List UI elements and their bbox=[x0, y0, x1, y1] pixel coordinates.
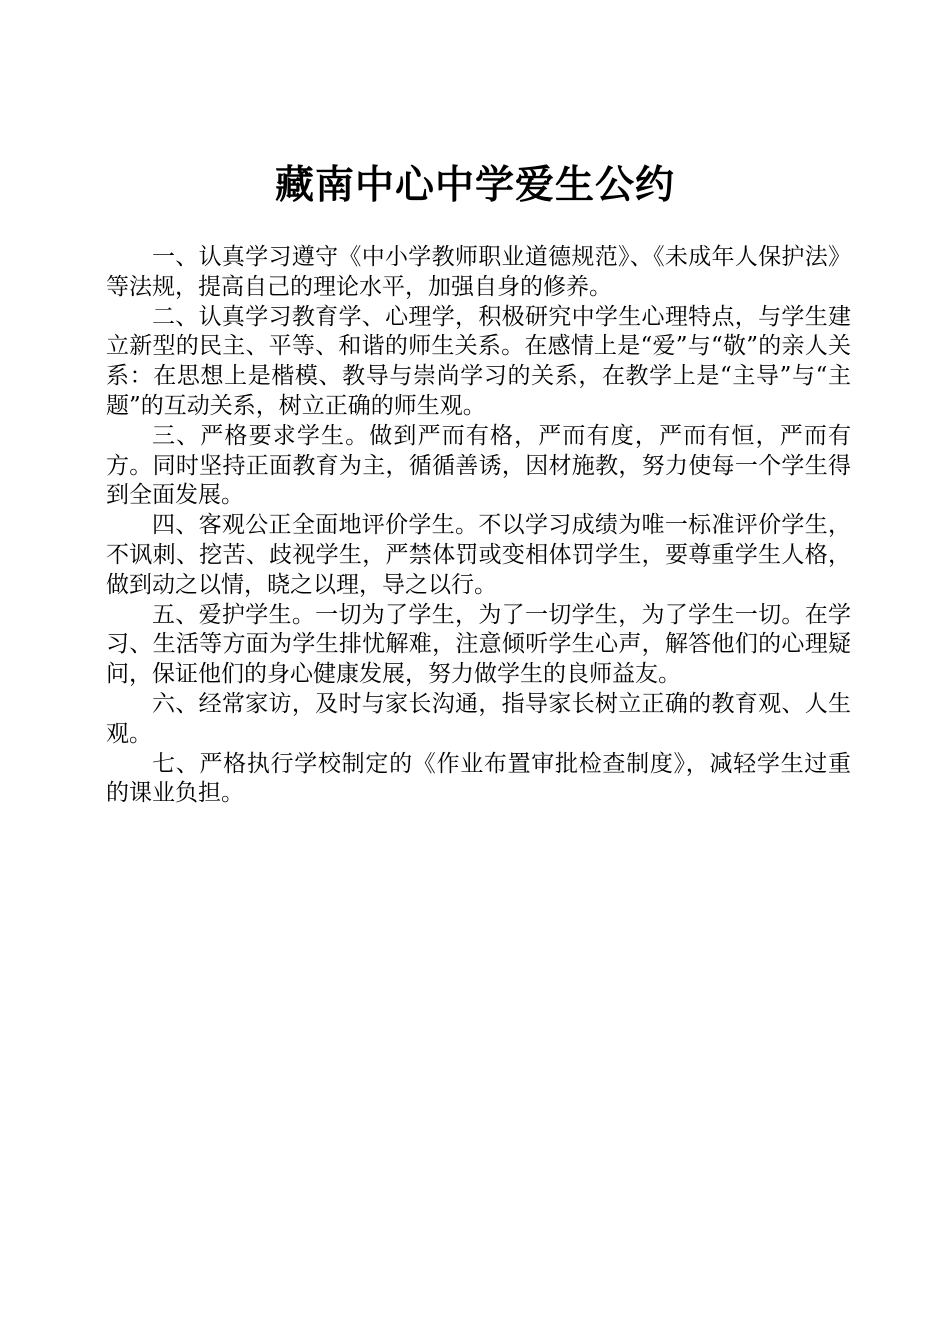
paragraph-4: 四、客观公正全面地评价学生。不以学习成绩为唯一标准评价学生，不讽刺、挖苦、歧视学生，严禁体罚或变相体罚学生，要尊重学生人格，做到动之以情，晓之以理，导之以行。 bbox=[106, 512, 851, 598]
paragraph-6: 六、经常家访，及时与家长沟通，指导家长树立正确的教育观、人生观。 bbox=[106, 690, 851, 747]
paragraph-3: 三、严格要求学生。做到严而有格，严而有度，严而有恒，严而有方。同时坚持正面教育为主，循循善诱，因材施教，努力使每一个学生得到全面发展。 bbox=[106, 422, 851, 509]
paragraph-2: 二、认真学习教育学、心理学，积极研究中学生心理特点，与学生建立新型的民主、平等、和谐的师生关系。在感情上是“爱”与“敬”的亲人关系：在思想上是楷模、教导与崇尚学习的关系，在教学上是“主导”与“主题”的互动关系，树立正确的师生观。 bbox=[106, 303, 851, 419]
document-body bbox=[106, 243, 851, 809]
paragraph-5: 五、爱护学生。一切为了学生，为了一切学生，为了学生一切。在学习、生活等方面为学生排忧解难，注意倾听学生心声，解答他们的心理疑问，保证他们的身心健康发展，努力做学生的良师益友。 bbox=[106, 601, 851, 688]
document-title: 藏南中心中学爱生公约 bbox=[274, 163, 675, 208]
paragraph-7: 七、严格执行学校制定的《作业布置审批检查制度》，减轻学生过重的课业负担。 bbox=[106, 750, 851, 807]
paragraph-1: 一、认真学习遵守《中小学教师职业道德规范》、《未成年人保护法》等法规，提高自己的理论水平，加强自身的修养。 bbox=[106, 244, 851, 300]
